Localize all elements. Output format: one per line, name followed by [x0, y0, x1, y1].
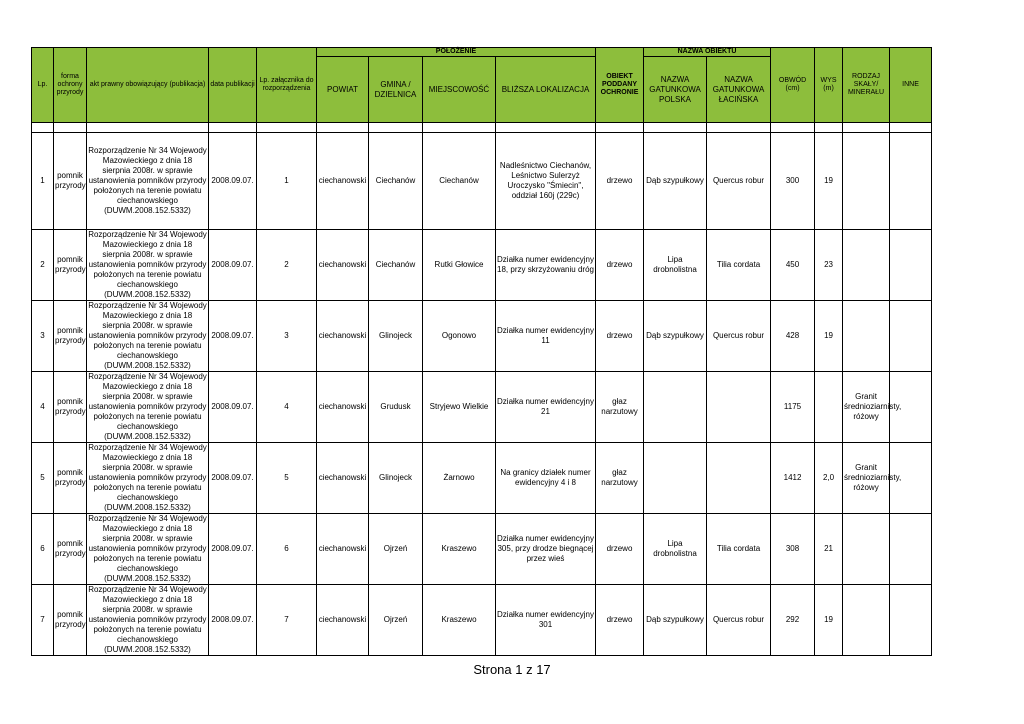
- cell-zal: 1: [257, 133, 317, 230]
- cell-obwod: 1175: [771, 372, 815, 443]
- cell-gmina: Ojrzeń: [369, 585, 423, 656]
- col-gmina: GMINA / DZIELNICA: [369, 57, 423, 123]
- cell-forma: pomnik przyrody: [54, 514, 87, 585]
- cell-lokalizacja: Działka numer ewidencyjny 18, przy skrzyżowaniu dróg: [496, 230, 596, 301]
- col-obwod: OBWÓD (cm): [771, 48, 815, 123]
- cell-powiat: ciechanowski: [317, 301, 369, 372]
- cell-miejscowosc: Rutki Głowice: [423, 230, 496, 301]
- cell-obwod: 308: [771, 514, 815, 585]
- col-miejscowosc: MIEJSCOWOŚĆ: [423, 57, 496, 123]
- cell-zal: 2: [257, 230, 317, 301]
- cell-lp: 5: [32, 443, 54, 514]
- protected-objects-table: [31, 47, 932, 656]
- cell-lokalizacja: Działka numer ewidencyjny 21: [496, 372, 596, 443]
- cell-gmina: Ojrzeń: [369, 514, 423, 585]
- cell-miejscowosc: Żarnowo: [423, 443, 496, 514]
- cell-akt: Rozporządzenie Nr 34 Wojewody Mazowieckiego z dnia 18 sierpnia 2008r. w sprawie ustanowienia pomników przyrody położonych na terenie powiatu ciechanowskiego (DUWM.2008.152.5332): [88, 301, 207, 370]
- cell-zal: 6: [257, 514, 317, 585]
- cell-powiat: ciechanowski: [317, 230, 369, 301]
- col-forma: forma ochrony przyrody: [54, 48, 87, 123]
- cell-data: 2008.09.07.: [209, 133, 257, 230]
- cell-nazwa-pl: Dąb szypułkowy: [644, 585, 707, 656]
- cell-nazwa-lat: Quercus robur: [707, 301, 771, 372]
- cell-zal: 7: [257, 585, 317, 656]
- cell-data: 2008.09.07.: [209, 443, 257, 514]
- cell-wys: 19: [815, 585, 843, 656]
- cell-nazwa-pl: [644, 443, 707, 514]
- cell-inne: [890, 230, 932, 301]
- cell-obiekt: głaz narzutowy: [596, 443, 644, 514]
- cell-zal: 4: [257, 372, 317, 443]
- cell-forma: pomnik przyrody: [54, 443, 87, 514]
- cell-forma: pomnik przyrody: [54, 230, 87, 301]
- cell-nazwa-pl: [644, 372, 707, 443]
- cell-obiekt: drzewo: [596, 514, 644, 585]
- cell-lokalizacja: Działka numer ewidencyjny 305, przy drodze biegnącej przez wieś: [496, 514, 596, 585]
- page-number: Strona 1 z 17: [473, 662, 551, 677]
- table-row: [32, 443, 932, 514]
- cell-data: 2008.09.07.: [209, 514, 257, 585]
- col-lp: Lp.: [32, 48, 54, 123]
- col-obiekt: OBIEKT PODDANY OCHRONIE: [596, 48, 644, 123]
- cell-lp: 2: [32, 230, 54, 301]
- cell-rodzaj: [843, 514, 890, 585]
- cell-miejscowosc: Ciechanów: [423, 133, 496, 230]
- cell-inne: [890, 514, 932, 585]
- cell-obwod: 450: [771, 230, 815, 301]
- col-data: data publikacji: [209, 48, 257, 123]
- col-nazwa-pl: NAZWA GATUNKOWA POLSKA: [644, 57, 707, 123]
- cell-forma: pomnik przyrody: [54, 301, 87, 372]
- cell-obiekt: drzewo: [596, 230, 644, 301]
- cell-nazwa-lat: Tilia cordata: [707, 230, 771, 301]
- cell-rodzaj: [843, 133, 890, 230]
- cell-wys: 19: [815, 133, 843, 230]
- cell-lokalizacja: Działka numer ewidencyjny 301: [496, 585, 596, 656]
- group-polozenie: POŁOŻENIE: [317, 48, 596, 57]
- cell-lokalizacja: Nadleśnictwo Ciechanów, Leśnictwo Sulerzyż Uroczysko "Śmiecin", oddział 160j (229c): [496, 133, 596, 230]
- col-lokalizacja: BLIŻSZA LOKALIZACJA: [496, 57, 596, 123]
- cell-akt: Rozporządzenie Nr 34 Wojewody Mazowieckiego z dnia 18 sierpnia 2008r. w sprawie ustanowienia pomników przyrody położonych na terenie powiatu ciechanowskiego (DUWM.2008.152.5332): [88, 443, 207, 512]
- cell-nazwa-pl: Dąb szypułkowy: [644, 301, 707, 372]
- cell-forma: pomnik przyrody: [54, 133, 87, 230]
- cell-forma: pomnik przyrody: [54, 372, 87, 443]
- col-zal: Lp. załącznika do rozporządzenia: [257, 48, 317, 123]
- cell-lokalizacja: Na granicy działek numer ewidencyjny 4 i 8: [496, 443, 596, 514]
- cell-powiat: ciechanowski: [317, 585, 369, 656]
- cell-rodzaj: Granit średnioziarnisty, różowy: [843, 372, 890, 443]
- cell-obiekt: głaz narzutowy: [596, 372, 644, 443]
- cell-akt: Rozporządzenie Nr 34 Wojewody Mazowieckiego z dnia 18 sierpnia 2008r. w sprawie ustanowienia pomników przyrody położonych na terenie powiatu ciechanowskiego (DUWM.2008.152.5332): [88, 230, 207, 299]
- table-row: [32, 301, 932, 372]
- cell-nazwa-pl: Lipa drobnolistna: [644, 230, 707, 301]
- cell-akt: Rozporządzenie Nr 34 Wojewody Mazowieckiego z dnia 18 sierpnia 2008r. w sprawie ustanowienia pomników przyrody położonych na terenie powiatu ciechanowskiego (DUWM.2008.152.5332): [88, 585, 207, 654]
- cell-powiat: ciechanowski: [317, 514, 369, 585]
- table-row: [32, 585, 932, 656]
- col-akt: akt prawny obowiązujący (publikacja): [87, 48, 209, 123]
- cell-wys: 23: [815, 230, 843, 301]
- cell-wys: 2,0: [815, 443, 843, 514]
- table-row: [32, 372, 932, 443]
- cell-akt: Rozporządzenie Nr 34 Wojewody Mazowieckiego z dnia 18 sierpnia 2008r. w sprawie ustanowienia pomników przyrody położonych na terenie powiatu ciechanowskiego (DUWM.2008.152.5332): [87, 133, 209, 230]
- cell-data: 2008.09.07.: [209, 372, 257, 443]
- header-group-row: [32, 48, 932, 57]
- col-wys: WYS (m): [815, 48, 843, 123]
- cell-akt: Rozporządzenie Nr 34 Wojewody Mazowieckiego z dnia 18 sierpnia 2008r. w sprawie ustanowienia pomników przyrody położonych na terenie powiatu ciechanowskiego (DUWM.2008.152.5332): [88, 372, 207, 441]
- cell-gmina: Ciechanów: [369, 133, 423, 230]
- table-row: [32, 133, 932, 230]
- cell-rodzaj: [843, 301, 890, 372]
- cell-gmina: Glinojeck: [369, 443, 423, 514]
- cell-nazwa-lat: Quercus robur: [707, 585, 771, 656]
- cell-obwod: 292: [771, 585, 815, 656]
- cell-data: 2008.09.07.: [209, 230, 257, 301]
- col-powiat: POWIAT: [317, 57, 369, 123]
- cell-miejscowosc: Ogonowo: [423, 301, 496, 372]
- col-inne: INNE: [890, 48, 932, 123]
- cell-obiekt: drzewo: [596, 585, 644, 656]
- cell-zal: 5: [257, 443, 317, 514]
- cell-lp: 3: [32, 301, 54, 372]
- cell-obwod: 428: [771, 301, 815, 372]
- cell-powiat: ciechanowski: [317, 133, 369, 230]
- cell-data: 2008.09.07.: [209, 585, 257, 656]
- cell-nazwa-pl: Lipa drobnolistna: [644, 514, 707, 585]
- cell-powiat: ciechanowski: [317, 372, 369, 443]
- cell-wys: 19: [815, 301, 843, 372]
- cell-inne: [890, 585, 932, 656]
- cell-gmina: Ciechanów: [369, 230, 423, 301]
- cell-data: 2008.09.07.: [209, 301, 257, 372]
- cell-lokalizacja: Działka numer ewidencyjny 11: [496, 301, 596, 372]
- col-rodzaj: RODZAJ SKAŁY/ MINERAŁU: [843, 48, 890, 123]
- cell-nazwa-lat: [707, 372, 771, 443]
- cell-rodzaj: [843, 585, 890, 656]
- cell-gmina: Grudusk: [369, 372, 423, 443]
- cell-lp: 6: [32, 514, 54, 585]
- cell-powiat: ciechanowski: [317, 443, 369, 514]
- col-nazwa-lat: NAZWA GATUNKOWA ŁACIŃSKA: [707, 57, 771, 123]
- cell-rodzaj: Granit średnioziarnisty, różowy: [843, 443, 890, 514]
- cell-obwod: 1412: [771, 443, 815, 514]
- table-row: [32, 514, 932, 585]
- table-row: [32, 230, 932, 301]
- cell-nazwa-pl: Dąb szypułkowy: [644, 133, 707, 230]
- cell-lp: 7: [32, 585, 54, 656]
- cell-inne: [890, 301, 932, 372]
- cell-obwod: 300: [771, 133, 815, 230]
- cell-nazwa-lat: [707, 443, 771, 514]
- cell-miejscowosc: Kraszewo: [423, 585, 496, 656]
- cell-rodzaj: [843, 230, 890, 301]
- cell-akt: Rozporządzenie Nr 34 Wojewody Mazowieckiego z dnia 18 sierpnia 2008r. w sprawie ustanowienia pomników przyrody położonych na terenie powiatu ciechanowskiego (DUWM.2008.152.5332): [88, 514, 207, 583]
- cell-inne: [890, 133, 932, 230]
- spacer-row: [32, 123, 932, 133]
- cell-zal: 3: [257, 301, 317, 372]
- cell-nazwa-lat: Quercus robur: [707, 133, 771, 230]
- cell-forma: pomnik przyrody: [54, 585, 87, 656]
- cell-lp: 1: [32, 133, 54, 230]
- cell-obiekt: drzewo: [596, 301, 644, 372]
- cell-nazwa-lat: Tilia cordata: [707, 514, 771, 585]
- group-nazwa-obiektu: NAZWA OBIEKTU: [644, 48, 771, 57]
- cell-obiekt: drzewo: [596, 133, 644, 230]
- cell-miejscowosc: Kraszewo: [423, 514, 496, 585]
- cell-lp: 4: [32, 372, 54, 443]
- cell-gmina: Glinojeck: [369, 301, 423, 372]
- cell-miejscowosc: Stryjewo Wielkie: [423, 372, 496, 443]
- cell-wys: 21: [815, 514, 843, 585]
- cell-wys: [815, 372, 843, 443]
